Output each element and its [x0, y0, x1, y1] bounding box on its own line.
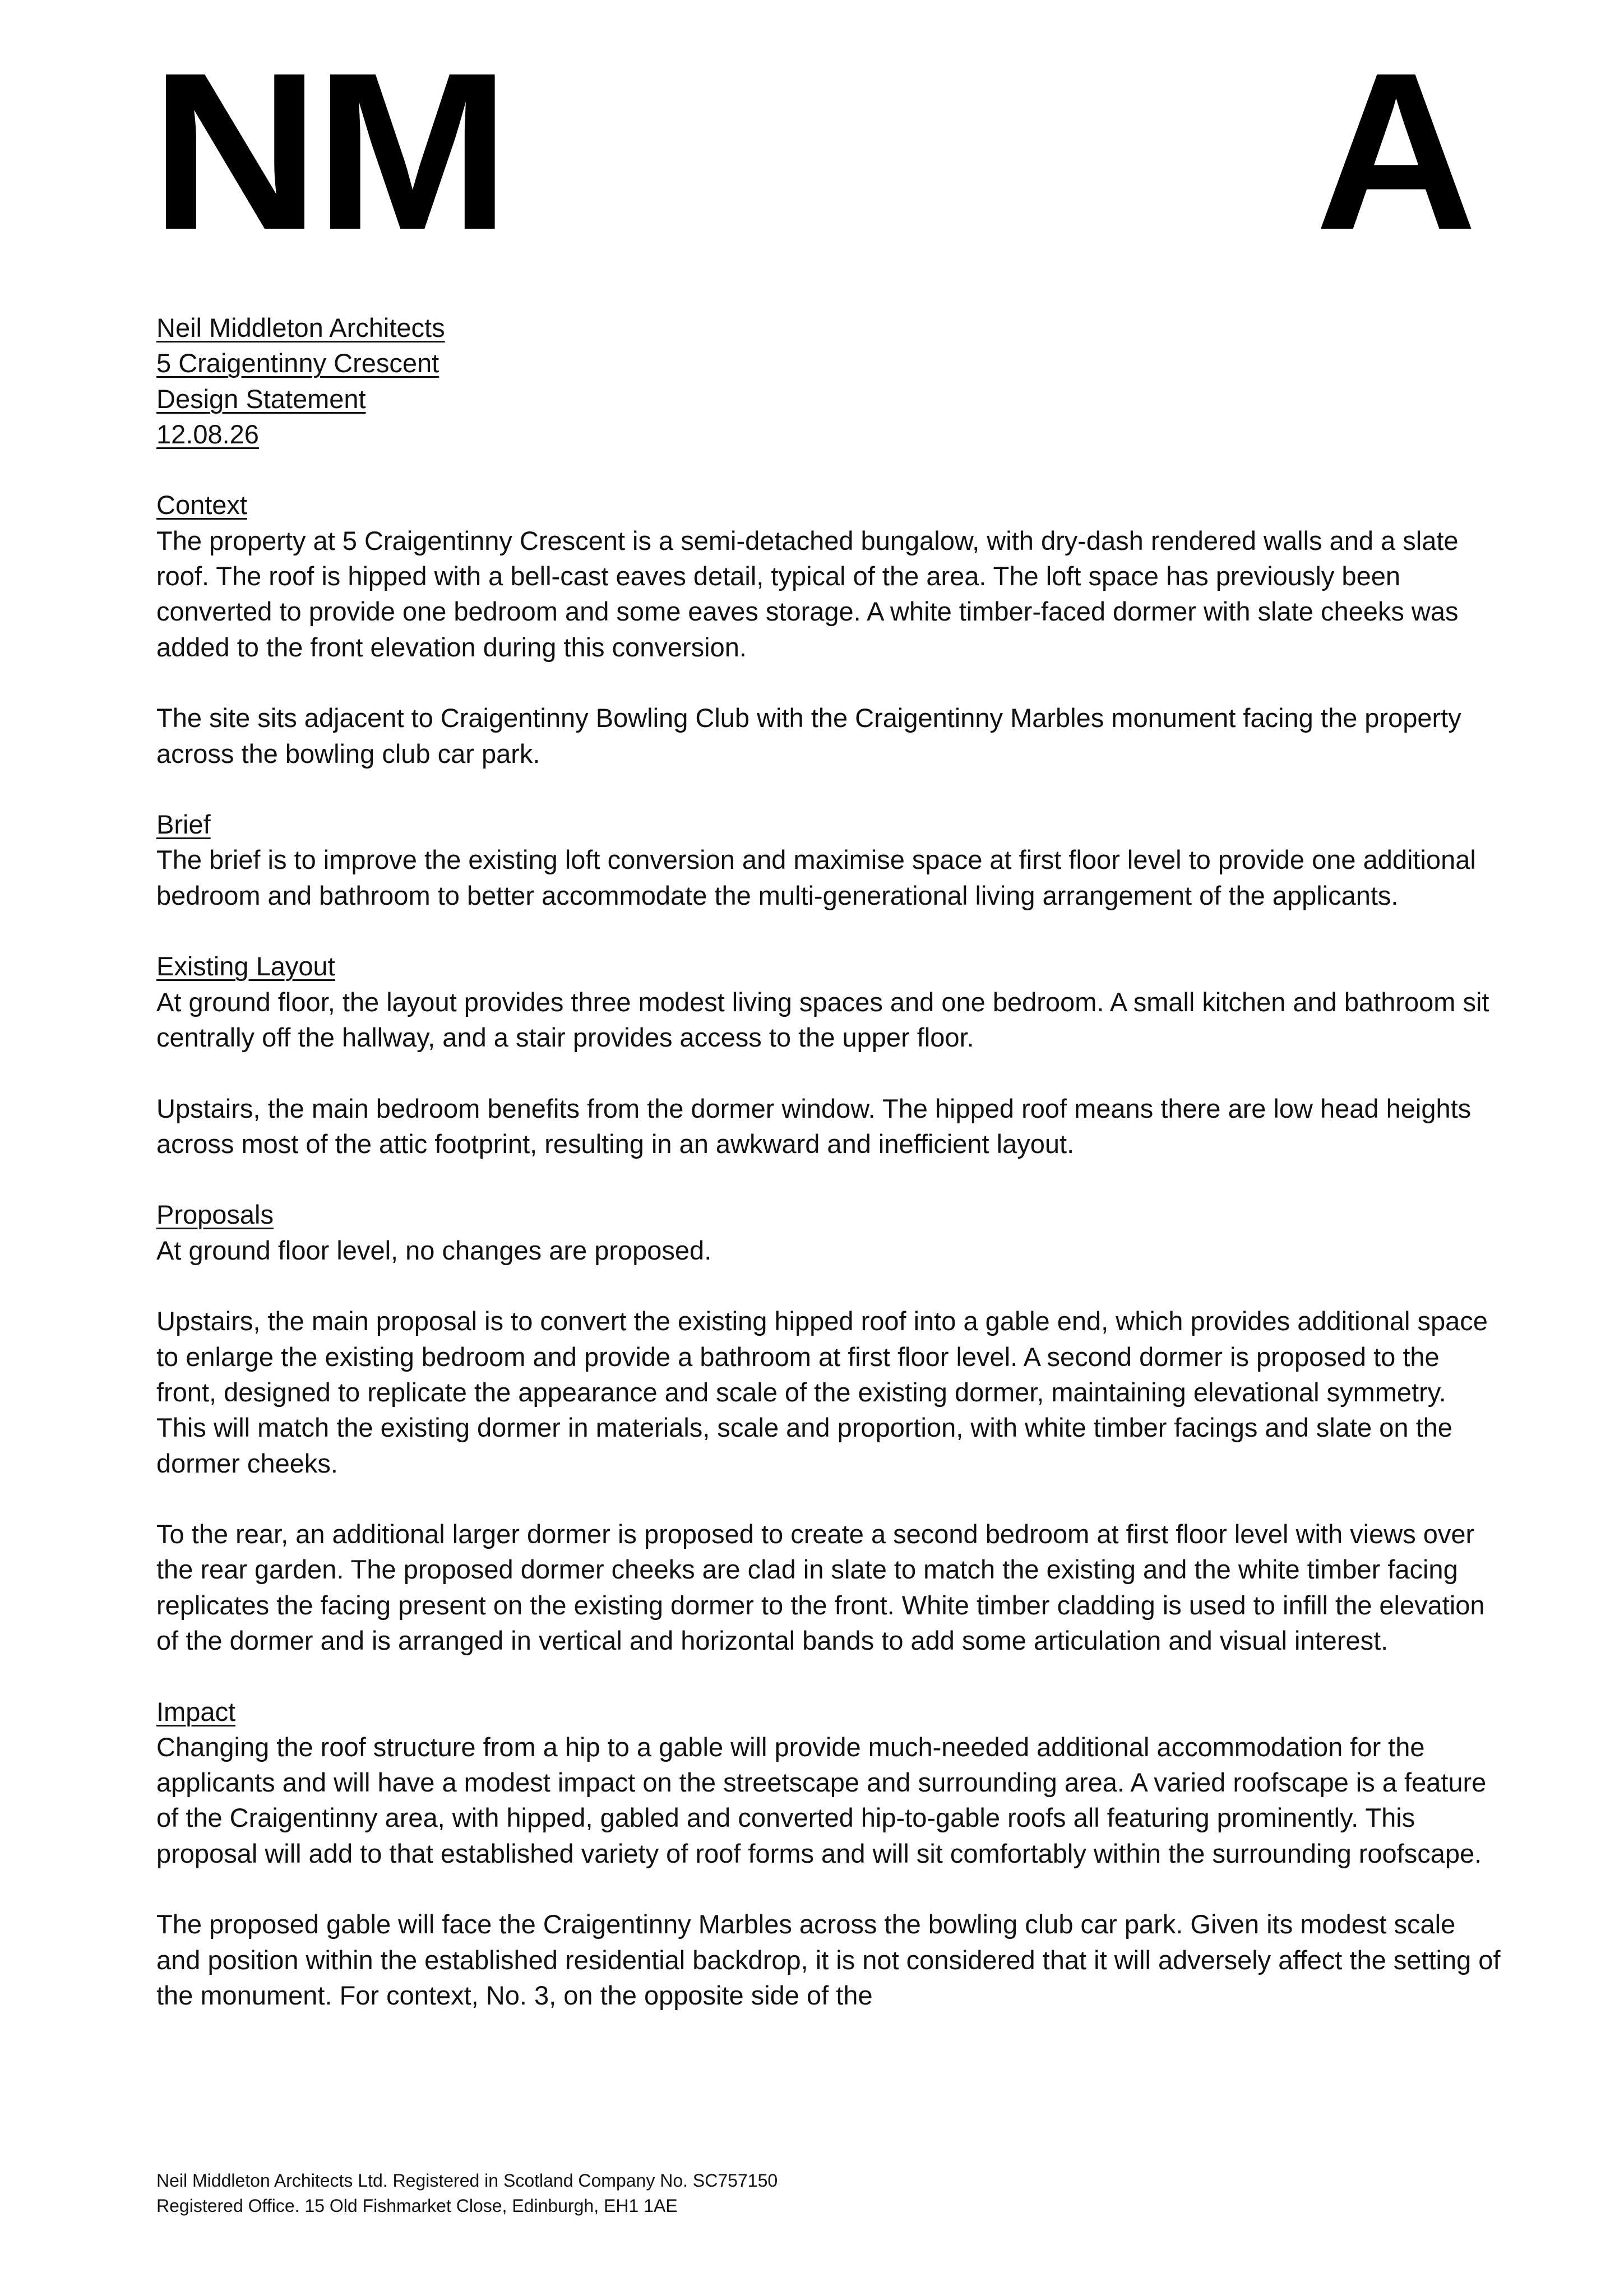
context-paragraph-2: The site sits adjacent to Craigentinny Bowling Club with the Craigentinny Marbles monument facing the property across the bowling club car park.: [156, 703, 1461, 769]
proposals-paragraph-1: At ground floor level, no changes are proposed.: [156, 1235, 712, 1265]
property-address: 5 Craigentinny Crescent: [156, 348, 439, 378]
spacer: [156, 452, 1502, 487]
footer-office-address: Registered Office. 15 Old Fishmarket Close, Edinburgh, EH1 1AE: [156, 2196, 678, 2216]
company-name: Neil Middleton Architects: [156, 313, 445, 342]
section-heading-proposals: Proposals: [156, 1200, 274, 1230]
page-footer: [156, 2168, 1502, 2219]
spacer: [156, 665, 1502, 700]
footer-registration: Neil Middleton Architects Ltd. Registered in Scotland Company No. SC757150: [156, 2170, 778, 2191]
proposals-paragraph-2: Upstairs, the main proposal is to convert the existing hipped roof into a gable end, which provides additional space to enlarge the existing bedroom and provide a bathroom at first floor level. A second dormer is proposed to the front, designed to replicate the appearance and scale of the existing dormer, maintaining elevational symmetry. This will match the existing dormer in materials, scale and proportion, with white timber facings and slate on the dormer cheeks.: [156, 1306, 1488, 1478]
section-heading-brief: Brief: [156, 809, 211, 840]
spacer: [156, 1871, 1502, 1906]
impact-paragraph-1: Changing the roof structure from a hip to a gable will provide much-needed additional accommodation for the applicants and will have a modest impact on the streetscape and surrounding area. A varied roofscape is a feature of the Craigentinny area, with hipped, gabled and converted hip-to-gable roofs all featuring prominently. This proposal will add to that established variety of roof forms and will sit comfortably within the surrounding roofscape.: [156, 1732, 1487, 1868]
spacer: [156, 1055, 1502, 1090]
document-date: 12.08.26: [156, 419, 259, 449]
logo-nm: NM: [150, 26, 505, 276]
document-body: [156, 310, 1502, 2013]
existing-paragraph-2: Upstairs, the main bedroom benefits from the dormer window. The hipped roof means there are low head heights across most of the attic footprint, resulting in an awkward and inefficient layout.: [156, 1093, 1472, 1159]
section-heading-existing-layout: Existing Layout: [156, 951, 335, 982]
spacer: [156, 1268, 1502, 1303]
spacer: [156, 1161, 1502, 1197]
section-heading-context: Context: [156, 490, 247, 520]
brief-paragraph-1: The brief is to improve the existing loft conversion and maximise space at first floor level to provide one additional bedroom and bathroom to better accommodate the multi-generational living arrangement of the applicants.: [156, 845, 1476, 910]
spacer: [156, 913, 1502, 948]
existing-paragraph-1: At ground floor, the layout provides three modest living spaces and one bedroom. A small kitchen and bathroom sit centrally off the hallway, and a stair provides access to the upper floor.: [156, 987, 1489, 1052]
spacer: [156, 771, 1502, 807]
section-heading-impact: Impact: [156, 1696, 236, 1726]
spacer: [156, 1658, 1502, 1693]
proposals-paragraph-3: To the rear, an additional larger dormer is proposed to create a second bedroom at first floor level with views over the rear garden. The proposed dormer cheeks are clad in slate to match the existing and the white timber facing replicates the facing present on the existing dormer to the front. White timber cladding is used to infill the elevation of the dormer and is arranged in vertical and horizontal bands to add some articulation and visual interest.: [156, 1519, 1485, 1655]
impact-paragraph-2: The proposed gable will face the Craigentinny Marbles across the bowling club car park. Given its modest scale and position within the established residential backdrop, it is not considered that it will adversely affect the setting of the monument. For context, No. 3, on the opposite side of the: [156, 1909, 1501, 2010]
context-paragraph-1: The property at 5 Craigentinny Crescent is a semi-detached bungalow, with dry-dash rendered walls and a slate roof. The roof is hipped with a bell-cast eaves detail, typical of the area. The loft space has previously been converted to provide one bedroom and some eaves storage. A white timber-faced dormer with slate cheeks was added to the front elevation during this conversion.: [156, 525, 1459, 662]
document-title: Design Statement: [156, 383, 366, 414]
logo-a: A: [1315, 26, 1477, 276]
spacer: [156, 1481, 1502, 1516]
